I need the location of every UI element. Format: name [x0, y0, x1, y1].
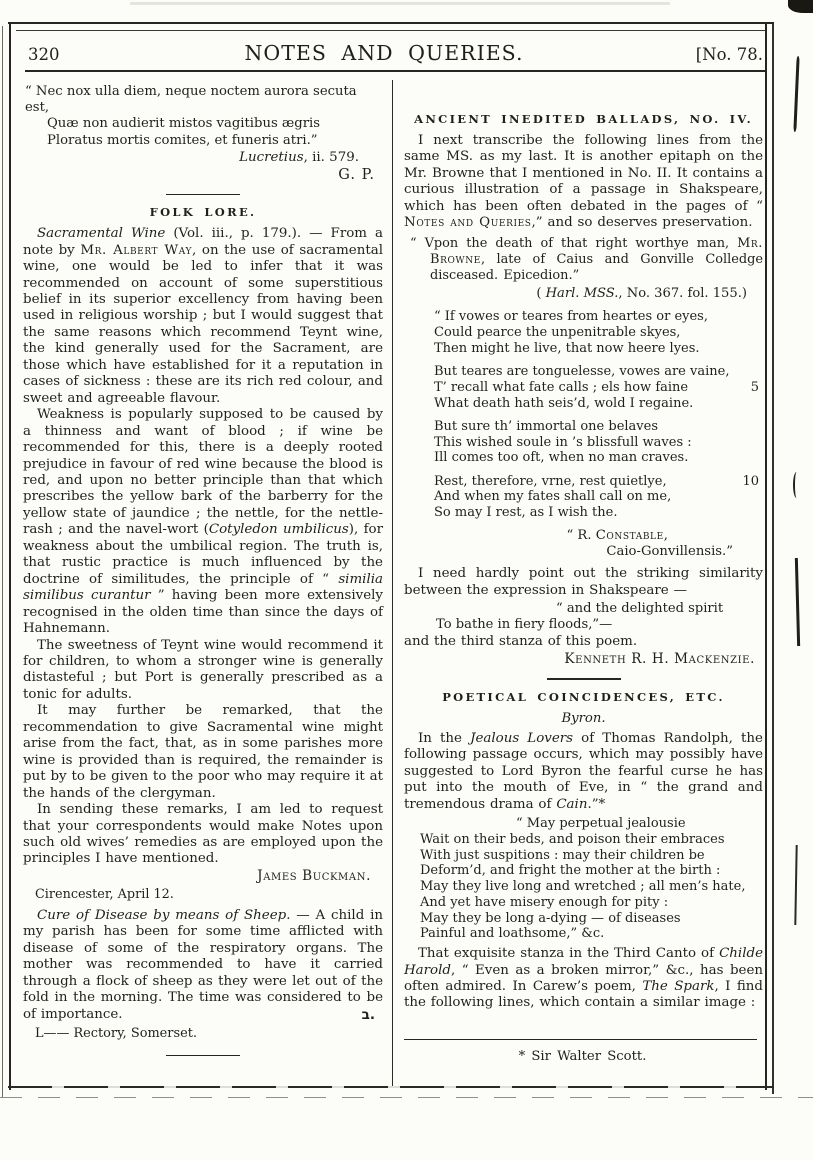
issue-number: [No. 78.	[695, 45, 763, 64]
paragraph-request: In sending these remarks, I am led to request that your correspondents would make Notes upon such old wives’ remedies as are employed upon the principles I have mentioned.	[23, 802, 383, 867]
scan-artifact	[794, 845, 797, 925]
paragraph-jealous-lovers: In the Jealous Lovers of Thomas Randolph, the following passage occurs, which may possibly have suggested to Lord Byron the fearful curse he has put into the mouth of Eve, in “ the grand and tremendous drama of Cain.”*	[404, 730, 763, 812]
dateline-cirencester: Cirencester, April 12.	[35, 886, 174, 902]
frame-left-outer-rule	[2, 26, 3, 1098]
frame-right-rule	[765, 22, 767, 1090]
frame-bottom-outer-rule	[0, 1097, 813, 1098]
manuscript-source: ( Harl. MSS., No. 367. fol. 155.)	[536, 286, 747, 302]
signature-james-buckman: James Buckman.	[257, 867, 371, 884]
epigraph-attribution: Lucretius, ii. 579.	[239, 149, 359, 165]
paragraph-sacramental-wine: Sacramental Wine (Vol. iii., p. 179.). — From a note by Mr. Albert Way, on the use of sacramental wine, one would be led to infer that it was recommended on account of some superstitious belief in its superior excellency from having been used in religious worship ; but I would suggest that the same reasons which recommend Teynt wine, the kind generally used for the Sacrament, are those which have established for it a reputation in cases of sickness : these are its rich red colour, and sweet and agreeable flavour.	[23, 226, 384, 406]
frame-bottom-rule	[8, 1086, 774, 1088]
paragraph-transcribe: I next transcribe the following lines from the same MS. as my last. It is another epitaph on the Mr. Browne that I mentioned in No. II. It contains a curious illustration of a passage in Shakspeare, which has been often debated in the pages of “ Notes and Queries,” and so deserves preservation.	[404, 133, 763, 231]
section-divider-rule	[166, 1055, 240, 1056]
heading-folk-lore: FOLK LORE.	[149, 205, 257, 220]
poem-signature-constable: “ R. Constable,	[566, 528, 668, 544]
masthead-rule	[25, 70, 766, 72]
section-divider-rule	[547, 678, 621, 679]
scan-artifact	[795, 558, 800, 646]
frame-top-inner-rule	[16, 30, 765, 31]
page-number: 320	[28, 45, 60, 64]
poem-signature-college: Caio-Gonvillensis.”	[606, 544, 733, 560]
paragraph-sweetness: The sweetness of Teynt wine would recommend it for children, to whom a stronger wine is generally distasteful ; but Port is generally prescribed as a tonic for adults.	[23, 637, 383, 702]
footnote-text: * Sir Walter Scott.	[518, 1049, 647, 1064]
subheading-byron: Byron.	[561, 710, 606, 726]
frame-left-rule	[9, 24, 11, 1090]
journal-title: NOTES AND QUERIES.	[244, 41, 524, 65]
epitaph-quote: “ Vpon the death of that right worthye man, Mr. Browne, late of Caius and Gonville Colledge disceased. Epicedion.”	[410, 235, 763, 283]
byron-curse-poem: “ May perpetual jealousie Wait on their beds, and poison their embraces With just suspitions : may their children be Deform’d, and fright the mother at the birth : May they live long and wretched ; all men’s hate, And yet have misery enough for pity : May they be long a-dying — of diseases Painful and loathsome,” &c.	[420, 816, 746, 942]
shakespeare-quote: “ and the delighted spirit To bathe in fiery floods,”—	[436, 601, 724, 633]
latin-epigraph: “ Nec nox ulla diem, neque noctem aurora secuta est, Quæ non audierit mistos vagitibus ægris Ploratus mortis comites, et funeris atri.”	[25, 84, 357, 148]
signature-mackenzie: Kenneth R. H. Mackenzie.	[564, 651, 755, 668]
left-column	[23, 84, 383, 1064]
epigraph-signature: G. P.	[338, 166, 375, 183]
scan-artifact	[788, 0, 813, 13]
stanza-2: But teares are tonguelesse, vowes are vaine, T’ recall what fate calls ; els how faine 5 What death hath seis’d, wold I regaine.	[434, 364, 759, 411]
scan-artifact	[793, 56, 799, 132]
scan-artifact	[793, 472, 800, 498]
hebrew-letter-signature: ב.	[361, 1006, 375, 1023]
stanza-4: Rest, therefore, vrne, rest quietlye, 10 And when my fates shall call on me, So may I rest, as I wish the.	[434, 473, 759, 521]
paragraph-similarity: I need hardly point out the striking similarity between the expression in Shakspeare —	[404, 566, 763, 598]
column-divider	[392, 80, 393, 1086]
heading-poetical-coincidences: POETICAL COINCIDENCES, ETC.	[442, 689, 725, 704]
frame-top-rule	[8, 22, 774, 24]
ballad-poem	[434, 309, 763, 521]
frame-right-outer-rule	[772, 24, 774, 1094]
paragraph-childe-harold: That exquisite stanza in the Third Canto of Childe Harold, “ Even as a broken mirror,” &c., has been often admired. In Carew’s poem, The Spark, I find the following lines, which contain a similar image :	[404, 946, 763, 1011]
scan-artifact	[130, 2, 670, 5]
paragraph-third-stanza: and the third stanza of this poem.	[404, 633, 638, 649]
paragraph-cure-of-disease: Cure of Disease by means of Sheep. — A child in my parish has been for some time afflicted with disease of some of the respiratory organs. The mother was recommended to have it carried through a flock of sheep as they were let out of the fold in the morning. The time was considered to be of importance.	[23, 907, 384, 1022]
footnote	[404, 1039, 761, 1064]
footnote-rule	[404, 1039, 757, 1040]
stanza-3: But sure th’ immortal one belaves This wished soule in ’s blissfull waves : Ill comes too oft, when no man craves.	[434, 418, 692, 466]
stanza-1: “ If vowes or teares from heartes or eyes, Could pearce the unpenitrable skyes, Then might he live, that now heere lyes.	[434, 309, 708, 356]
heading-ancient-ballads: ANCIENT INEDITED BALLADS, NO. IV.	[414, 112, 753, 126]
right-column	[404, 84, 763, 1086]
paragraph-weakness: Weakness is popularly supposed to be caused by a thinness and want of blood ; if wine be recommended for this, there is a deeply rooted prejudice in favour of red wine because the blood is red, and upon no better principle than that which prescribes the yellow bark of the barberry for the yellow state of jaundice ; the nettle, for the nettle-rash ; and the navel-wort (Cotyledon umbilicus), for weakness about the umbilical region. The truth is, that rustic practice is much influenced by the doctrine of similitudes, the principle of “ similia similibus curantur ” having been more extensively recognised in the olden time than since the days of Hahnemann.	[23, 407, 384, 637]
paragraph-further-remark: It may further be remarked, that the recommendation to give Sacramental wine might arise from the fact, that, as in some parishes more wine is provided than is required, the remainder is put by to be given to the poor who may require it at the hands of the clergyman.	[23, 703, 383, 801]
section-divider-rule	[166, 194, 240, 195]
address-rectory: L—— Rectory, Somerset.	[35, 1026, 197, 1042]
